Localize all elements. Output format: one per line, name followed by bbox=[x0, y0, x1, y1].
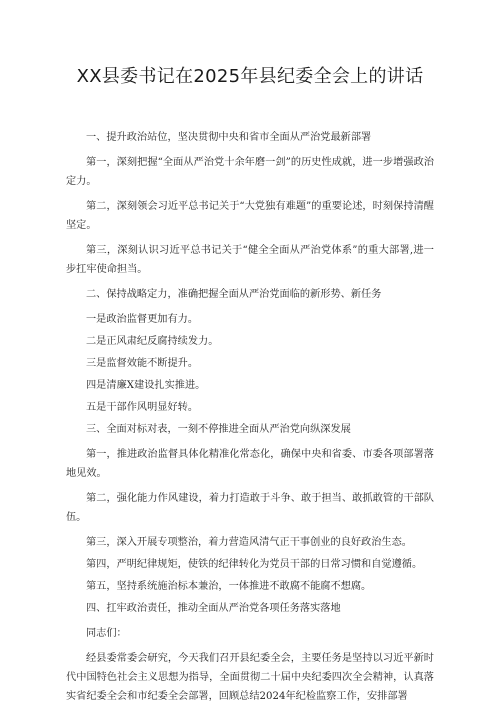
paragraph: 第三，深刻认识习近平总书记关于“健全全面从严治党体系”的重大部署,进一步扛牢使命担当。 bbox=[66, 245, 434, 275]
paragraph: 第四，严明纪律规矩，使铁的纪律转化为党员干部的日常习惯和自觉遵循。 bbox=[86, 559, 423, 570]
section-heading-4: 四、扛牢政治责任，推动全面从严治党各项任务落实落地 bbox=[86, 603, 341, 614]
list-item: 二是正风肃纪反腐持续发力。 bbox=[86, 336, 219, 347]
paragraph: 第一，推进政治监督具体化精准化常态化，确保中央和省委、市委各项部署落地见效。 bbox=[66, 449, 434, 479]
list-item: 五是干部作风明显好转。 bbox=[86, 402, 199, 413]
salutation: 同志们： bbox=[86, 628, 127, 639]
list-item: 四是清廉X建设扎实推进。 bbox=[86, 380, 206, 391]
paragraph: 第二，强化能力作风建设，着力打造敢于斗争、敢于担当、敢抓敢管的干部队伍。 bbox=[66, 493, 434, 523]
list-item: 三是监督效能不断提升。 bbox=[86, 358, 199, 369]
paragraph: 第一，深刻把握“全面从严治党十余年磨一剑”的历史性成就，进一步增强政治定力。 bbox=[66, 157, 434, 187]
section-heading-3: 三、全面对标对表，一刻不停推进全面从严治党向纵深发展 bbox=[86, 424, 351, 435]
paragraph: 经县委常委会研究，今天我们召开县纪委全会，主要任务是坚持以习近平新时代中国特色社会主义思想为指导，全面贯彻二十届中央纪委四次全会精神，认真落实省纪委全会和市纪委全会部署，回顾总结2024年纪检监察工作，安排部署 bbox=[66, 653, 434, 702]
section-heading-2: 二、保持战略定力，准确把握全面从严治党面临的新形势、新任务 bbox=[86, 289, 382, 300]
paragraph: 第三，深入开展专项整治，着力营造风清气正干事创业的良好政治生态。 bbox=[86, 537, 412, 548]
section-heading-1: 一、提升政治站位，坚决贯彻中央和省市全面从严治党最新部署 bbox=[86, 132, 372, 143]
list-item: 一是政治监督更加有力。 bbox=[86, 314, 199, 325]
paragraph: 第五，坚持系统施治标本兼治，一体推进不敢腐不能腐不想腐。 bbox=[86, 581, 372, 592]
paragraph: 第二，深刻领会习近平总书记关于“大党独有难题”的重要论述，时刻保持清醒坚定。 bbox=[66, 201, 434, 231]
document-body bbox=[66, 128, 434, 712]
document-title: XX县委书记在2025年县纪委全会上的讲话 bbox=[76, 66, 424, 87]
